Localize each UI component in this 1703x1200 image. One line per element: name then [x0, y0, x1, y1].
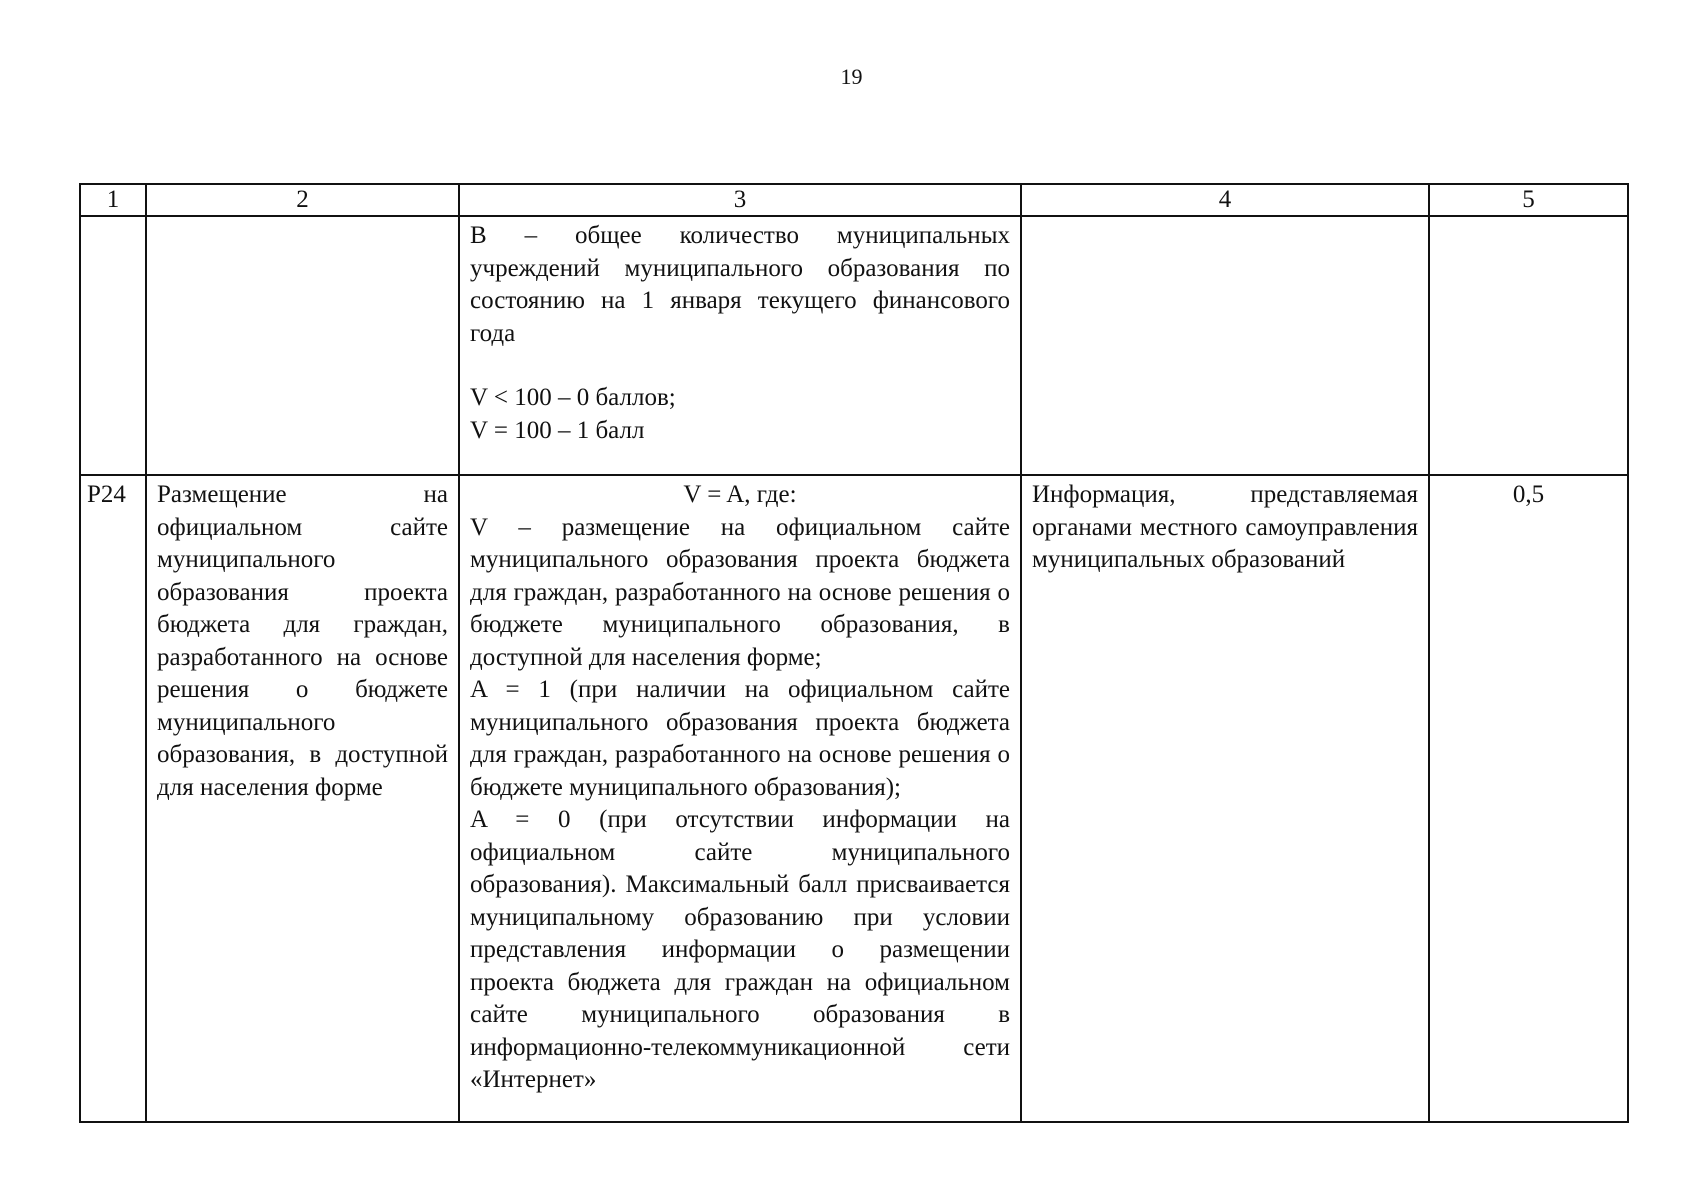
definition-v: V – размещение на официальном сайте муниципального образования проекта бюджета для граждан, разработанного на основе решения о бюджете муниципального образования, в доступной для населения форме; [470, 513, 1010, 671]
data-source: Информация, представляемая органами местного самоуправления муниципальных образований [1021, 475, 1429, 1122]
cell-empty [1021, 216, 1429, 475]
definition-a1: A = 1 (при наличии на официальном сайте муниципального образования проекта бюджета для граждан, разработанного на основе решения о бюджете муниципального образования); [470, 676, 1010, 801]
header-cell-3: 3 [459, 184, 1021, 216]
cell-empty [1429, 216, 1628, 475]
weight-value: 0,5 [1429, 475, 1628, 1122]
page-number: 19 [840, 64, 863, 89]
header-cell-4: 4 [1021, 184, 1429, 216]
cell-empty [80, 216, 146, 475]
definition-b: В – общее количество муниципальных учреждений муниципального образования по состоянию на 1 января текущего финансового года [470, 222, 1010, 347]
continuation-text-cell [459, 216, 1021, 475]
header-cell-1: 1 [80, 184, 146, 216]
header-row [80, 184, 1628, 216]
cell-empty [146, 216, 459, 475]
indicator-name: Размещение на официальном сайте муниципального образования проекта бюджета для граждан, разработанного на основе решения о бюджете муниципального образования, в доступной для населения форме [146, 475, 459, 1122]
table-row-p24 [80, 475, 1628, 1122]
formula: V = A, где: [683, 481, 797, 508]
definition-a0: A = 0 (при отсутствии информации на официальном сайте муниципального образования). Максимальный балл присваивается муниципальному образованию при условии представления информации о размещении проекта бюджета для граждан на официальном сайте муниципального образования в информационно-телекоммуникационной сети «Интернет» [470, 806, 1010, 1093]
header-cell-5: 5 [1429, 184, 1628, 216]
table-row-continuation [80, 216, 1628, 475]
score-rule-equal: V = 100 – 1 балл [470, 416, 645, 444]
criteria-table [79, 183, 1629, 1123]
score-rule-below: V < 100 – 0 баллов; [470, 384, 676, 411]
spacer [470, 350, 1010, 382]
calculation-cell [459, 475, 1021, 1122]
header-cell-2: 2 [146, 184, 459, 216]
row-code: Р24 [80, 475, 146, 1122]
